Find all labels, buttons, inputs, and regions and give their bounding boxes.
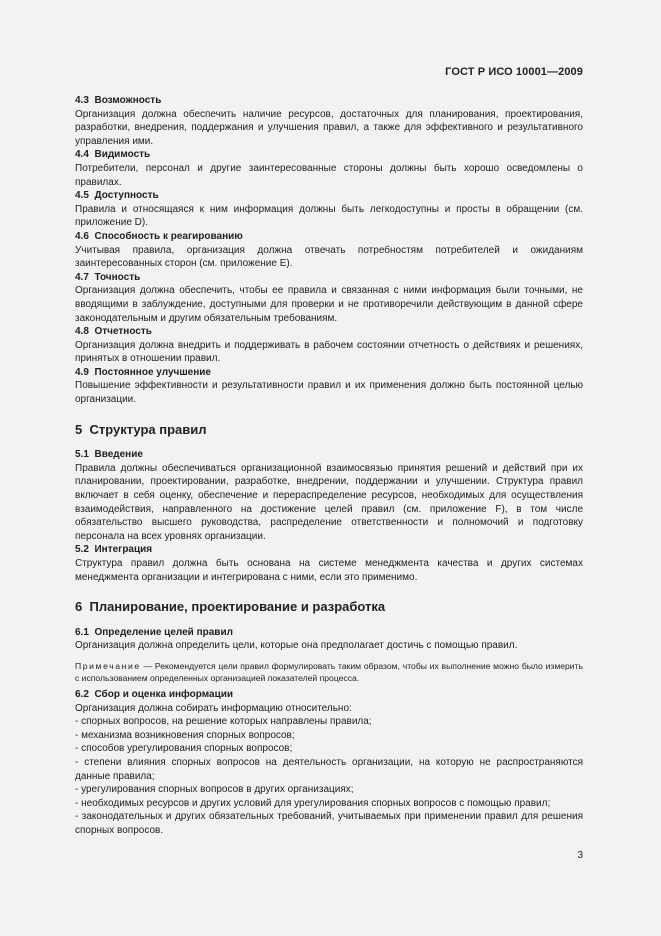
subsection-number: 4.5 [75,190,89,202]
subsection-4-7 [75,271,583,325]
list-item: - необходимых ресурсов и других условий для урегулирования спорных вопросов с помощью правил; [75,797,551,809]
subsection-heading [75,230,583,244]
subsection-heading [75,626,583,640]
subsection-5-2 [75,543,583,584]
list-item: - урегулирования спорных вопросов в других организациях; [75,784,354,796]
note-text: — Рекомендуется цели правил формулировать таким образом, чтобы их выполнение можно было измерить с использованием определенных организацией показателей процесса. [75,660,583,683]
page-content [75,94,583,838]
subsection-number: 4.4 [75,149,89,161]
subsection-heading [75,271,583,285]
paragraph: Потребители, персонал и другие заинтересованные стороны должны быть хорошо осведомлены о правилах. [75,162,583,188]
subsection-title: Возможность [94,95,162,106]
list-item: - спорных вопросов, на решение которых направлены правила; [75,716,372,728]
subsection-number: 4.7 [75,271,89,283]
subsection-title: Способность к реагированию [94,230,243,242]
list-item: - степени влияния спорных вопросов на деятельность организации, на которую не распространяются данные правила; [75,756,583,782]
bullet-list [75,715,583,837]
subsection-4-6 [75,230,583,271]
subsection-4-5 [75,189,583,230]
subsection-4-3 [75,94,583,148]
subsection-heading [75,189,583,203]
list-item: - механизма возникновения спорных вопросов; [75,729,295,741]
subsection-title: Интеграция [94,544,153,556]
section-title: Структура правил [89,421,207,437]
subsection-title: Отчетность [94,326,152,338]
subsection-number: 6.1 [75,626,89,638]
subsection-4-4 [75,148,583,189]
subsection-number: 5.1 [75,449,89,461]
subsection-number: 4.6 [75,230,89,242]
subsection-5-1 [75,448,583,543]
subsection-title: Определение целей правил [94,626,233,638]
subsection-6-2 [75,688,583,715]
section-number: 5 [75,421,83,437]
subsection-heading [75,688,583,702]
subsection-number: 4.9 [75,366,89,378]
subsection-number: 4.8 [75,326,89,338]
subsection-4-9 [75,366,583,407]
subsection-heading [75,366,583,380]
subsection-number: 5.2 [75,544,89,556]
paragraph: Правила и относящаяся к ним информация должны быть легкодоступны и просты в обращении (см. приложение D). [75,203,583,229]
paragraph: Повышение эффективности и результативности правил и их применения должно быть постоянной целью организации. [75,380,583,406]
paragraph: Структура правил должна быть основана на системе менеджмента качества и других системах менеджмента организации и интегрирована с ними, если это применимо. [75,558,583,583]
subsection-heading [75,94,583,108]
list-item: - законодательных и других обязательных требований, учитываемых при применении правил для решения спорных вопросов. [75,811,583,836]
subsection-number: 6.2 [75,688,89,700]
list-item: - способов урегулирования спорных вопросов; [75,743,293,755]
subsection-title: Точность [94,271,141,283]
note [75,660,583,684]
paragraph: Правила должны обеспечиваться организационной взаимосвязью принятия решений и действий при их планировании, проектировании, разработке, внедрении, поддержании и улучшении. Структура правил включает в себя оценку, обеспечение и перераспределение ресурсов, необходимых для осуществления взаимодействия, направленного на достижение целей правил (см. приложение F), в том числе обязательство высшего руководства, распределение ответственности и полномочий и подготовку персонала на всех уровнях организации. [75,462,583,542]
paragraph: Организация должна обеспечить наличие ресурсов, достаточных для планирования, проектирования, разработки, внедрения, поддержания и улучшения правил, а также для эффективного и результативного управления ими. [75,108,583,147]
paragraph: Организация должна внедрить и поддерживать в рабочем состоянии отчетность о действиях и решениях, принятых в отношении правил. [75,339,583,365]
subsection-number: 4.3 [75,95,89,106]
subsection-4-8 [75,325,583,366]
section-title: Планирование, проектирование и разработка [89,599,386,615]
subsection-6-1 [75,626,583,653]
subsection-heading [75,148,583,162]
subsection-title: Видимость [94,149,151,161]
paragraph: Учитывая правила, организация должна отвечать потребностям потребителей и ожиданиям заинтересованных сторон (см. приложение Е). [75,244,583,270]
subsection-title: Введение [94,449,143,461]
subsection-title: Доступность [94,190,159,202]
subsection-heading [75,325,583,339]
section-heading-5 [75,423,583,437]
subsection-title: Постоянное улучшение [94,366,211,378]
section-number: 6 [75,599,83,615]
section-heading-6 [75,600,583,614]
subsection-heading [75,448,583,462]
paragraph: Организация должна обеспечить, чтобы ее правила и связанная с ними информация были точными, не вводящими в заблуждение, доступными для проверки и не противоречили действующим в данной сфере законодательным и другим обязательным требованиям. [75,285,583,324]
subsection-heading [75,543,583,557]
note-label: Примечание [75,660,141,671]
subsection-title: Сбор и оценка информации [94,688,234,700]
paragraph: Организация должна собирать информацию относительно: [75,702,352,714]
paragraph: Организация должна определить цели, которые она предполагает достичь с помощью правил. [75,640,518,652]
page-number: 3 [577,850,583,861]
standard-code: ГОСТ Р ИСО 10001—2009 [445,66,583,78]
